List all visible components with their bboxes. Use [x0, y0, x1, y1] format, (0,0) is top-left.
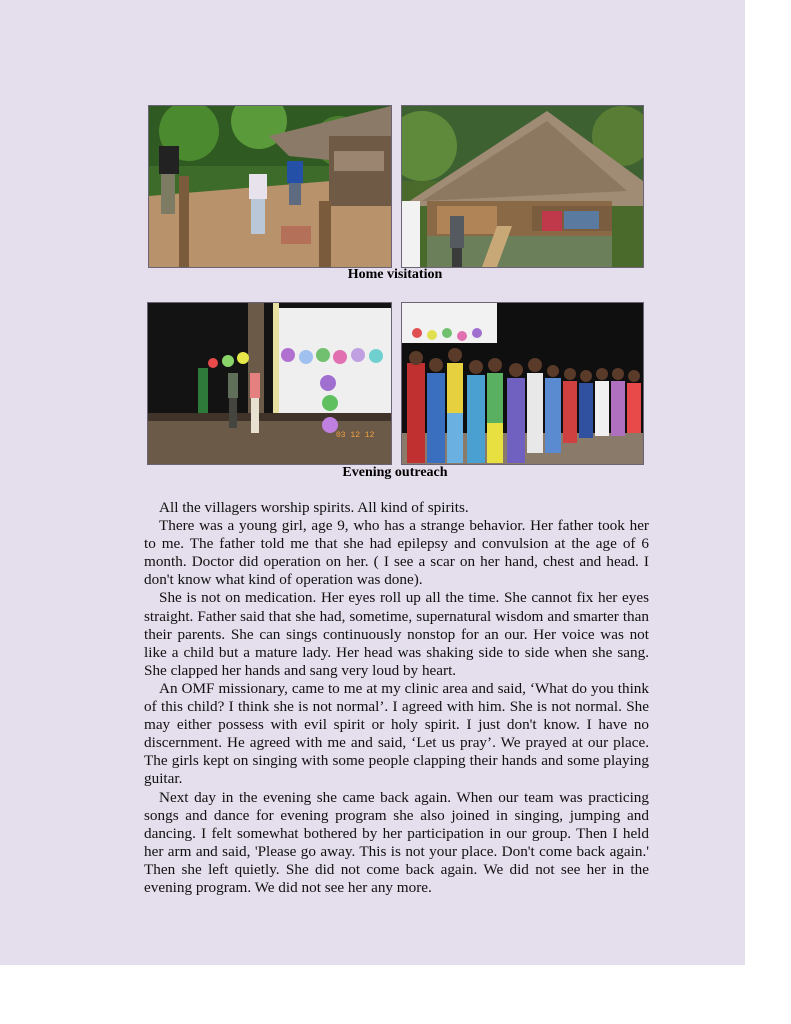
paragraph: An OMF missionary, came to me at my clinic area and said, ‘What do you think of this child? I think she is not normal’. I agreed with him. She is not normal. She may either possess with evil spirit or holy spirit. I just don't know. I have no discernment. He agreed with me and said, ‘Let us pray’. We prayed at our place. The girls kept on singing with some people clapping their hands and some playing guitar. — [144, 679, 649, 788]
paragraph: She is not on medication. Her eyes roll up all the time. She cannot fix her eyes straight. Father said that she had, sometime, supernatural wisdom and smarter than their parents. She can sings continuously nonstop for an our. Her voice was not like a child but a mature lady. Her head was shaking side to side when she sang. She clapped her hands and sang very loud by heart. — [144, 589, 649, 679]
paragraph: There was a young girl, age 9, who has a strange behavior. Her father took her to me. The father told me that she had epilepsy and convulsion at the age of 6 month. Doctor did operation on her. ( I see a scar on her hand, chest and head. I don't know what kind of operation was done). — [144, 517, 649, 589]
paragraph: Next day in the evening she came back again. When our team was practicing songs and dance for evening program she also joined in singing, jumping and dancing. I felt somewhat bothered by her participation in our group. Then I held her arm and said, 'Please go away. This is not your place. Don't come back again.' Then she left quietly. She did not come back again. We did not see her in the evening program. We did not see her any more. — [144, 788, 649, 896]
caption-evening-outreach: Evening outreach — [342, 465, 448, 480]
article-body — [144, 499, 649, 897]
photo-evening-screen — [147, 302, 392, 465]
photo-date-stamp: 03 12 12 — [336, 431, 375, 440]
paragraph: All the villagers worship spirits. All kind of spirits. — [159, 499, 469, 516]
photo-thatched-house — [401, 105, 644, 268]
photo-children-crowd — [401, 302, 644, 465]
caption-home-visitation: Home visitation — [347, 267, 443, 282]
photo-hillside-house — [148, 105, 392, 268]
